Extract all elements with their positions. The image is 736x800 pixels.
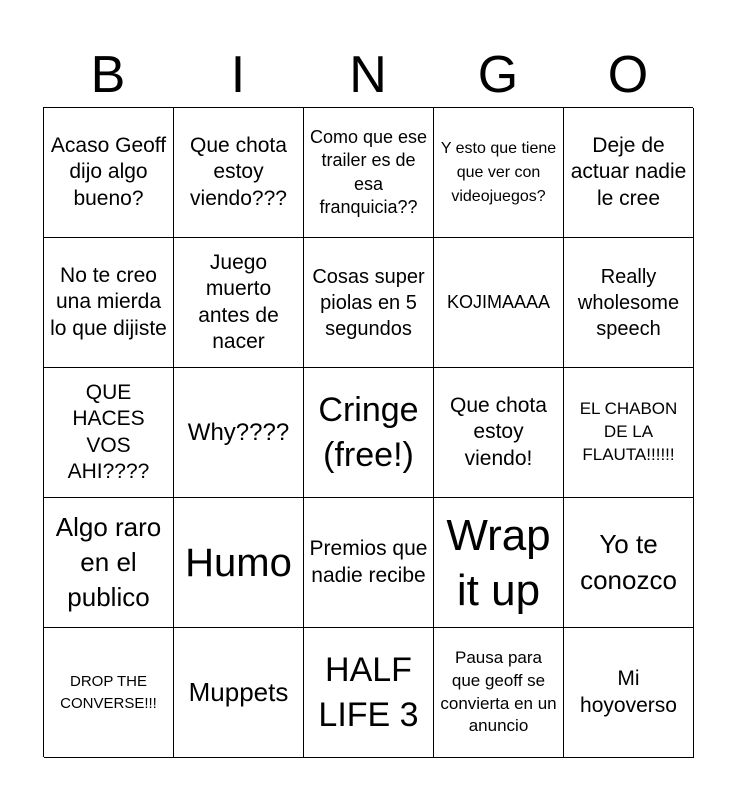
bingo-cell[interactable] — [174, 368, 304, 498]
bingo-cell[interactable] — [434, 108, 564, 238]
bingo-cell-text: Juego muerto antes de nacer — [198, 251, 279, 353]
bingo-cell-text: Como que ese trailer es de esa franquicia?? — [309, 126, 428, 217]
bingo-cell-text: QUE HACES VOS AHI???? — [67, 381, 150, 483]
bingo-cell[interactable] — [304, 108, 434, 238]
bingo-cell-text: Pausa para que geoff se convierta en un anuncio — [440, 647, 557, 736]
header-letter-o: O — [607, 46, 649, 104]
bingo-cell-text: Cringe (free!) — [318, 391, 419, 474]
bingo-cell[interactable] — [304, 498, 434, 628]
bingo-cell[interactable] — [564, 498, 694, 628]
bingo-cell-text: Humo — [185, 540, 292, 585]
bingo-cell[interactable] — [174, 238, 304, 368]
bingo-header — [43, 42, 693, 108]
bingo-cell[interactable] — [564, 108, 694, 238]
bingo-cell[interactable] — [434, 628, 564, 758]
bingo-cell[interactable] — [304, 368, 434, 498]
bingo-cell-text: Algo raro en el publico — [55, 511, 162, 613]
bingo-cell-text: No te creo una mierda lo que dijiste — [50, 264, 167, 340]
bingo-cell-text: DROP THE CONVERSE!!! — [60, 672, 157, 712]
bingo-cell-text: Wrap it up — [446, 510, 551, 615]
bingo-cell[interactable] — [434, 368, 564, 498]
bingo-cell[interactable] — [434, 238, 564, 368]
bingo-cell[interactable] — [174, 108, 304, 238]
bingo-cell-text: Cosas super piolas en 5 segundos — [312, 265, 425, 340]
bingo-cell-text: Acaso Geoff dijo algo bueno? — [50, 134, 167, 210]
bingo-cell-text: Really wholesome speech — [577, 265, 680, 340]
bingo-grid — [43, 107, 693, 757]
bingo-cell-text: Que chota estoy viendo! — [450, 394, 547, 470]
bingo-cell-text: Premios que nadie recibe — [309, 537, 428, 587]
bingo-cell[interactable] — [44, 628, 174, 758]
bingo-cell[interactable] — [564, 368, 694, 498]
header-letter-g: G — [477, 46, 519, 104]
bingo-cell[interactable] — [44, 108, 174, 238]
bingo-cell-text: Mi hoyoverso — [580, 667, 677, 717]
bingo-cell-text: Yo te conozco — [580, 529, 677, 595]
bingo-cell[interactable] — [44, 368, 174, 498]
bingo-cell[interactable] — [44, 498, 174, 628]
bingo-cell-text: HALF LIFE 3 — [318, 651, 419, 734]
bingo-cell-text: Muppets — [188, 676, 289, 707]
bingo-cell[interactable] — [304, 238, 434, 368]
bingo-cell[interactable] — [174, 628, 304, 758]
bingo-cell-text: EL CHABON DE LA FLAUTA!!!!!! — [579, 399, 678, 464]
bingo-cell-text: Deje de actuar nadie le cree — [570, 134, 687, 210]
bingo-cell[interactable] — [564, 238, 694, 368]
bingo-cell-text: Y esto que tiene que ver con videojuegos? — [440, 139, 557, 205]
header-letter-b: B — [90, 46, 126, 104]
bingo-cell[interactable] — [304, 628, 434, 758]
header-letter-n: N — [349, 46, 387, 104]
bingo-cell[interactable] — [434, 498, 564, 628]
header-letter-i: I — [230, 46, 246, 104]
bingo-cell-text: Que chota estoy viendo??? — [190, 134, 287, 210]
bingo-cell-text: Why???? — [187, 418, 290, 446]
bingo-cell-text: KOJIMAAAA — [446, 291, 551, 312]
bingo-cell[interactable] — [564, 628, 694, 758]
bingo-cell[interactable] — [174, 498, 304, 628]
bingo-cell[interactable] — [44, 238, 174, 368]
